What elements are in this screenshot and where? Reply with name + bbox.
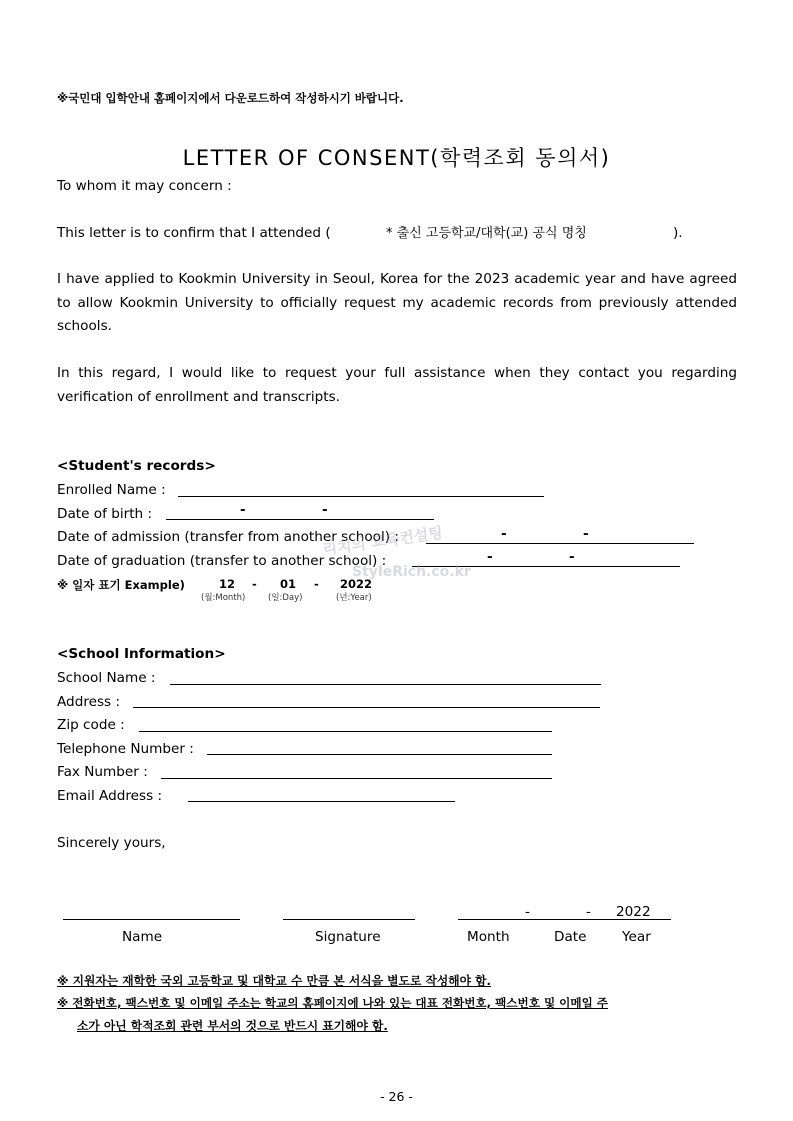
sign-date-dash-1: -	[525, 904, 530, 920]
zip-code-label: Zip code :	[57, 717, 125, 733]
date-of-admission-label: Date of admission (transfer from another school) :	[57, 529, 399, 545]
signature-caption: Signature	[315, 929, 381, 945]
day-caption: (일:Day)	[268, 593, 303, 603]
admission-dash-2: -	[583, 526, 589, 542]
closing: Sincerely yours,	[57, 835, 166, 851]
telephone-label: Telephone Number :	[57, 741, 194, 757]
fax-field[interactable]	[161, 778, 552, 779]
telephone-field[interactable]	[207, 754, 552, 755]
birth-dash-1: -	[240, 502, 246, 518]
paragraph-applied: I have applied to Kookmin University in Seoul, Korea for the 2023 academic year and have agreed to allow Kookmin University to officially request my academic records from previously attended schools.	[57, 271, 737, 334]
month-caption: (월:Month)	[201, 593, 246, 603]
sign-date-dash-2: -	[586, 904, 591, 920]
email-field[interactable]	[188, 801, 455, 802]
signature-line[interactable]	[283, 919, 415, 920]
birth-dash-2: -	[322, 502, 328, 518]
attended-hint: * 출신 고등학교/대학(교) 공식 명칭	[386, 226, 587, 241]
graduation-dash-2: -	[569, 549, 575, 565]
date-label: Date	[554, 929, 587, 945]
fax-label: Fax Number :	[57, 764, 148, 780]
school-name-field[interactable]	[170, 684, 601, 685]
enrolled-name-label: Enrolled Name :	[57, 482, 166, 498]
admission-dash-1: -	[501, 526, 507, 542]
name-signature-line[interactable]	[63, 919, 240, 920]
sign-year-value: 2022	[616, 904, 651, 920]
watermark-line-2: StyleRich.co.kr	[352, 564, 471, 580]
date-example-label: ※ 일자 표기 Example)	[57, 578, 185, 592]
name-caption: Name	[122, 929, 163, 945]
school-name-label: School Name :	[57, 670, 156, 686]
top-note: ※국민대 입학안내 홈페이지에서 다운로드하여 작성하시기 바랍니다.	[57, 91, 404, 105]
year-caption: (년:Year)	[336, 593, 372, 603]
date-example-dash-2: -	[314, 577, 319, 591]
greeting: To whom it may concern :	[57, 178, 232, 194]
graduation-dash-1: -	[487, 549, 493, 565]
paragraph-request: In this regard, I would like to request your full assistance when they contact you regarding verification of enrollment and transcripts.	[57, 365, 737, 405]
footnote-2-continued: 소가 아닌 학적조회 관련 부서의 것으로 반드시 표기해야 함.	[77, 1019, 388, 1033]
date-of-birth-label: Date of birth :	[57, 506, 153, 522]
footnote-2: ※ 전화번호, 팩스번호 및 이메일 주소는 학교의 홈페이지에 나와 있는 대표 전화번호, 팩스번호 및 이메일 주	[57, 996, 609, 1010]
attended-prefix: This letter is to confirm that I attended (	[57, 225, 331, 241]
date-example-month: 12	[219, 577, 236, 591]
watermark-line-1: 리치의 교육컨설팅	[321, 523, 444, 559]
footnote-1: ※ 지원자는 재학한 국외 고등학교 및 대학교 수 만큼 본 서식을 별도로 작성해야 함.	[57, 974, 492, 988]
address-label: Address :	[57, 694, 121, 710]
enrolled-name-field[interactable]	[178, 496, 544, 497]
school-information-heading: <School Information>	[57, 646, 226, 662]
attended-line	[57, 222, 331, 246]
date-example-day: 01	[280, 577, 297, 591]
page-number: - 26 -	[380, 1089, 413, 1104]
date-example-dash-1: -	[252, 577, 257, 591]
date-of-graduation-label: Date of graduation (transfer to another school) :	[57, 553, 387, 569]
year-label: Year	[622, 929, 651, 945]
attended-suffix: ).	[673, 225, 683, 241]
address-field[interactable]	[133, 707, 600, 708]
month-label: Month	[467, 929, 510, 945]
date-of-birth-field[interactable]	[166, 519, 434, 520]
date-of-admission-field[interactable]	[426, 543, 694, 544]
email-label: Email Address :	[57, 788, 163, 804]
student-records-heading: <Student's records>	[57, 458, 216, 474]
letter-title: LETTER OF CONSENT(학력조회 동의서)	[182, 146, 611, 170]
zip-code-field[interactable]	[139, 731, 552, 732]
date-example-year: 2022	[340, 577, 373, 591]
